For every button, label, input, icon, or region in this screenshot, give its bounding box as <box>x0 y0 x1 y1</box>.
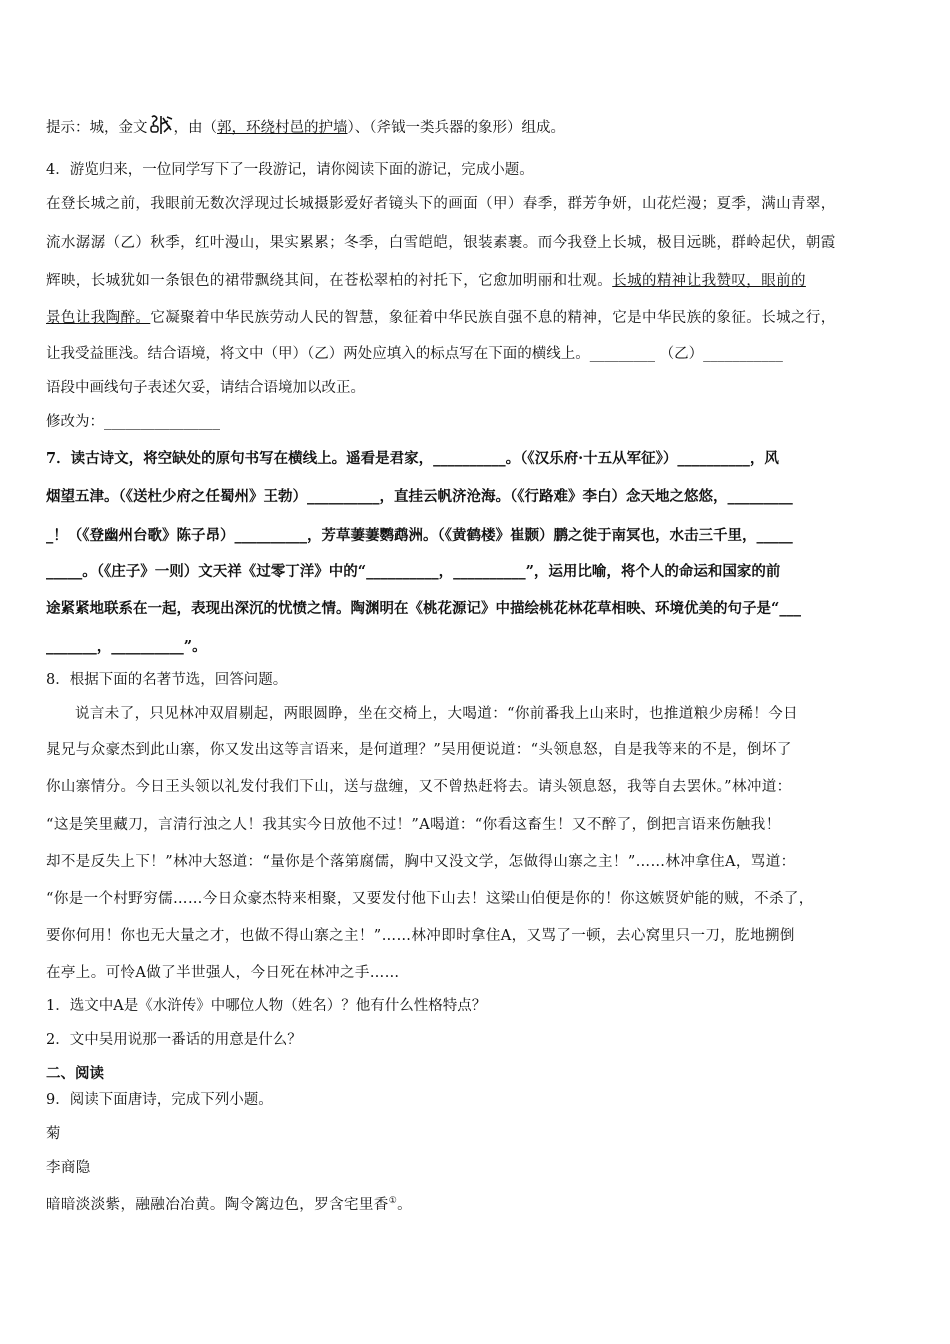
poem-author: 李商隐 <box>46 1160 91 1176</box>
q8-text-line-7: 要你何用！你也无大量之才，也做不得山寨之主！”……林冲即时拿住A，又骂了一顿，去心窝里只一刀，肐地搠倒 <box>46 928 795 944</box>
q8-subquestion-1: 1．选文中A是《水浒传》中哪位人物（姓名）？他有什么性格特点？ <box>46 998 487 1014</box>
q8-text-line-3: 你山寨情分。今日王头领以礼发付我们下山，送与盘缠，又不曾热赶将去。请头领息怒，我等自去罢休。”林冲道： <box>46 779 792 795</box>
bronze-script-glyph <box>148 114 174 136</box>
q8-subquestion-2: 2．文中吴用说那一番话的用意是什么？ <box>46 1032 302 1048</box>
hint-suffix: ）、（斧钺一类兵器的象形）组成。 <box>347 120 565 136</box>
q8-intro: 8．根据下面的名著节选，回答问题。 <box>46 672 288 688</box>
section-2-title: 二、阅读 <box>46 1065 104 1082</box>
poem-line-1-text: 暗暗淡淡紫，融融冶冶黄。陶令篱边色，罗含宅里香 <box>46 1196 389 1213</box>
q7-line-1: 7．读古诗文，将空缺处的原句书写在横线上。遥看是君家，__________。（《汉乐府·十五从军征》）__________，风 <box>46 450 779 467</box>
hint-underlined: 郭，环绕村邑的护墙 <box>217 120 348 136</box>
q7-line-6: _______，__________”。 <box>46 638 207 655</box>
q4-p3-text: 辉映，长城犹如一条银色的裙带飘绕其间，在苍松翠柏的衬托下，它愈加明丽和壮观。 <box>46 273 613 289</box>
q7-line-4: _____。（《庄子》一则）文天祥《过零丁洋》中的“__________，__________”，运用比喻，将个人的命运和国家的前 <box>46 563 781 580</box>
q4-p3-underlined: 长城的精神让我赞叹，眼前的 <box>612 273 806 289</box>
q4-revise-prompt: 语段中画线句子表述欠妥，请结合语境加以改正。 <box>46 380 365 396</box>
poem-title: 菊 <box>46 1126 61 1142</box>
q8-text-line-6: “你是一个村野穷儒……今日众豪杰特来相聚，又要发付他下山去！这梁山伯便是你的！你这嫉贤妒能的贼，不杀了， <box>46 891 814 907</box>
q4-paragraph-line-2: 流水潺潺（乙）秋季，红叶漫山，果实累累；冬季，白雪皑皑，银装素裹。而今我登上长城，极目远眺，群岭起伏，朝霞 <box>46 235 836 251</box>
poem-line-1-end: 。 <box>397 1196 413 1213</box>
hint-prefix: 提示：城，金文 <box>46 120 148 136</box>
q9-intro: 9．阅读下面唐诗，完成下列小题。 <box>46 1092 273 1108</box>
q4-intro: 4．游览归来，一位同学写下了一段游记，请你阅读下面的游记，完成小题。 <box>46 162 534 178</box>
q4-p4-underlined: 景色让我陶醉。 <box>46 310 151 326</box>
q4-p4-text: 它凝聚着中华民族劳动人民的智慧，象征着中华民族自强不息的精神，它是中华民族的象征。长城之行， <box>150 310 836 326</box>
q8-text-line-4: “这是笑里藏刀，言清行浊之人！我其实今日放他不过！”A喝道：“你看这畜生！又不醉了，倒把言语来伤触我！ <box>46 817 781 833</box>
q7-line-3: _！（《登幽州台歌》陈子昂）__________，芳草萋萋鹦鹉洲。（《黄鹤楼》崔颢）鹏之徙于南冥也，水击三千里，_____ <box>46 527 793 544</box>
q4-paragraph-line-1: 在登长城之前，我眼前无数次浮现过长城摄影爱好者镜头下的画面（甲）春季，群芳争妍，山花烂漫；夏季，满山青翠， <box>46 196 836 212</box>
q4-paragraph-line-3 <box>46 271 806 291</box>
q7-line-5: 途紧紧地联系在一起，表现出深沉的忧愤之情。陶渊明在《桃花源记》中描绘桃花林花草相映、环境优美的句子是“___ <box>46 600 802 617</box>
q8-text-line-8: 在亭上。可怜A做了半世强人，今日死在林冲之手…… <box>46 965 400 981</box>
poem-line-1 <box>46 1191 412 1215</box>
q4-paragraph-line-4 <box>46 308 836 328</box>
q8-text-line-1: 说言未了，只见林冲双眉剔起，两眼圆睁，坐在交椅上，大喝道：“你前番我上山来时，也推道粮少房稀！今日 <box>75 706 799 722</box>
q7-line-2: 烟望五津。（《送杜少府之任蜀州》王勃）__________，直挂云帆济沧海。（《行路难》李白）念天地之悠悠，_________ <box>46 488 793 505</box>
hint-line <box>46 114 565 138</box>
q8-text-line-2: 晁兄与众豪杰到此山寨，你又发出这等言语来，是何道理？”吴用便说道：“头领息怒，自是我等来的不是，倒坏了 <box>46 742 792 758</box>
q4-punctuation-prompt: 让我受益匪浅。结合语境，将文中（甲）（乙）两处应填入的标点写在下面的横线上。_________ （乙）___________ <box>46 346 783 362</box>
q4-revise-blank: 修改为：________________ <box>46 414 220 430</box>
footnote-marker: ① <box>388 1196 398 1206</box>
hint-middle: ，由（ <box>173 120 217 136</box>
q8-text-line-5: 却不是反失上下！”林冲大怒道：“量你是个落第腐儒，胸中又没文学，怎做得山寨之主！”……林冲拿住A，骂道： <box>46 854 796 870</box>
